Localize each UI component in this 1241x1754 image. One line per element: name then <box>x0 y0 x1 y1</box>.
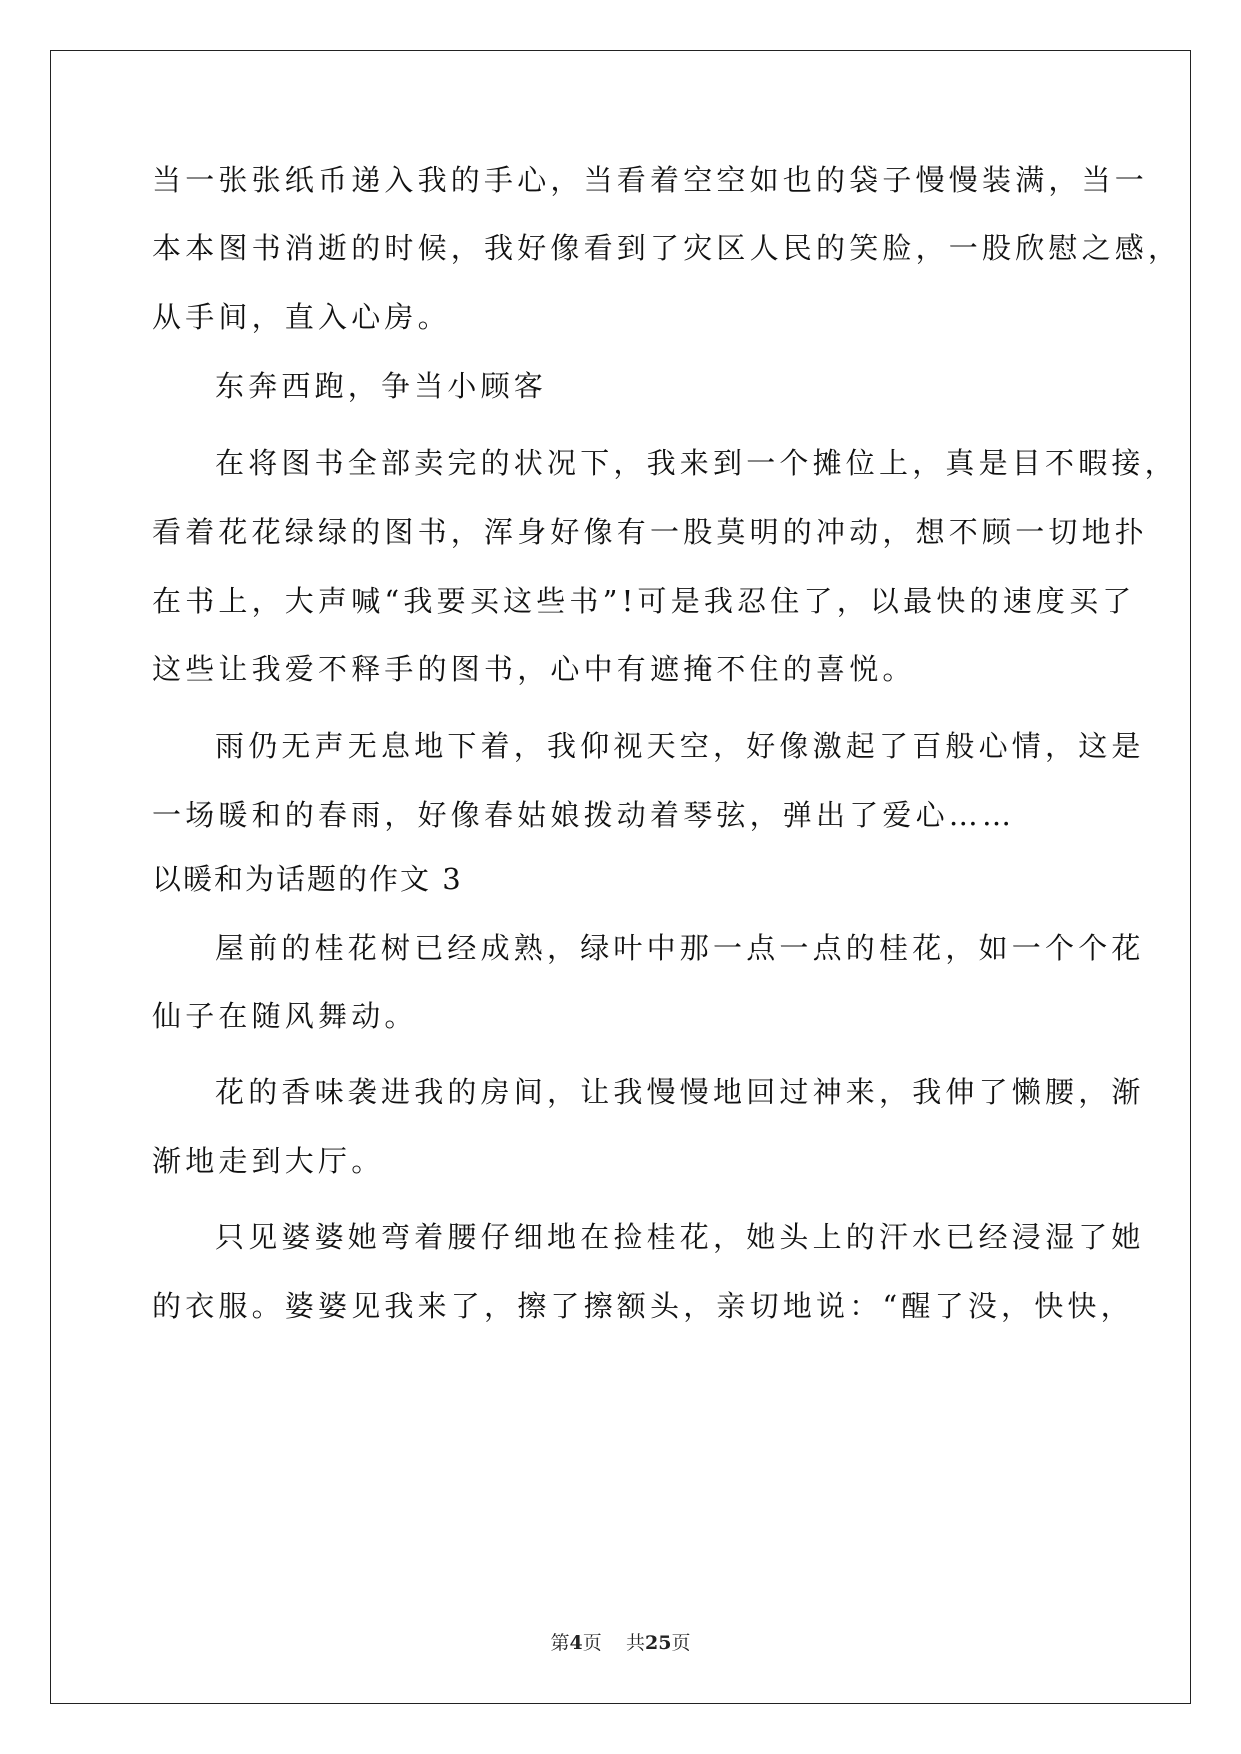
section-subheading: 东奔西跑，争当小顾客 <box>215 369 548 403</box>
total-pages-number: 25 <box>644 1632 672 1654</box>
page-footer <box>0 1628 1241 1655</box>
text-line: 只见婆婆她弯着腰仔细地在捡桂花，她头上的汗水已经浸湿了她 <box>215 1220 1145 1254</box>
text-line: 雨仍无声无息地下着，我仰视天空，好像激起了百般心情，这是 <box>215 729 1145 763</box>
footer-total-prefix: 共 <box>625 1632 645 1654</box>
text-line: 仙子在随风舞动。 <box>152 999 418 1033</box>
section-heading: 以暖和为话题的作文 3 <box>152 862 463 896</box>
text-line: 本本图书消逝的时候，我好像看到了灾区人民的笑脸，一股欣慰之感， <box>152 231 1182 265</box>
text-line: 屋前的桂花树已经成熟，绿叶中那一点一点的桂花，如一个个花 <box>215 931 1145 965</box>
text-line: 渐地走到大厅。 <box>152 1144 385 1178</box>
current-page-number: 4 <box>569 1632 583 1654</box>
text-line: 当一张张纸币递入我的手心，当看着空空如也的袋子慢慢装满，当一 <box>152 163 1149 197</box>
text-line: 花的香味袭进我的房间，让我慢慢地回过神来，我伸了懒腰，渐 <box>215 1075 1145 1109</box>
text-line: 在将图书全部卖完的状况下，我来到一个摊位上，真是目不暇接， <box>215 446 1178 480</box>
text-line: 看着花花绿绿的图书，浑身好像有一股莫明的冲动，想不顾一切地扑 <box>152 515 1149 549</box>
text-line: 的衣服。婆婆见我来了，擦了擦额头，亲切地说：“醒了没，快快， <box>152 1289 1134 1323</box>
text-line: 一场暖和的春雨，好像春姑娘拨动着琴弦，弹出了爱心…… <box>152 798 1016 832</box>
footer-prefix: 第 <box>550 1632 570 1654</box>
text-line: 在书上，大声喊“我要买这些书”!可是我忍住了，以最快的速度买了 <box>152 584 1136 618</box>
text-line: 这些让我爱不释手的图书，心中有遮掩不住的喜悦。 <box>152 652 916 686</box>
footer-total-suffix: 页 <box>671 1632 691 1654</box>
text-line: 从手间，直入心房。 <box>152 300 451 334</box>
footer-page-word: 页 <box>582 1632 602 1654</box>
